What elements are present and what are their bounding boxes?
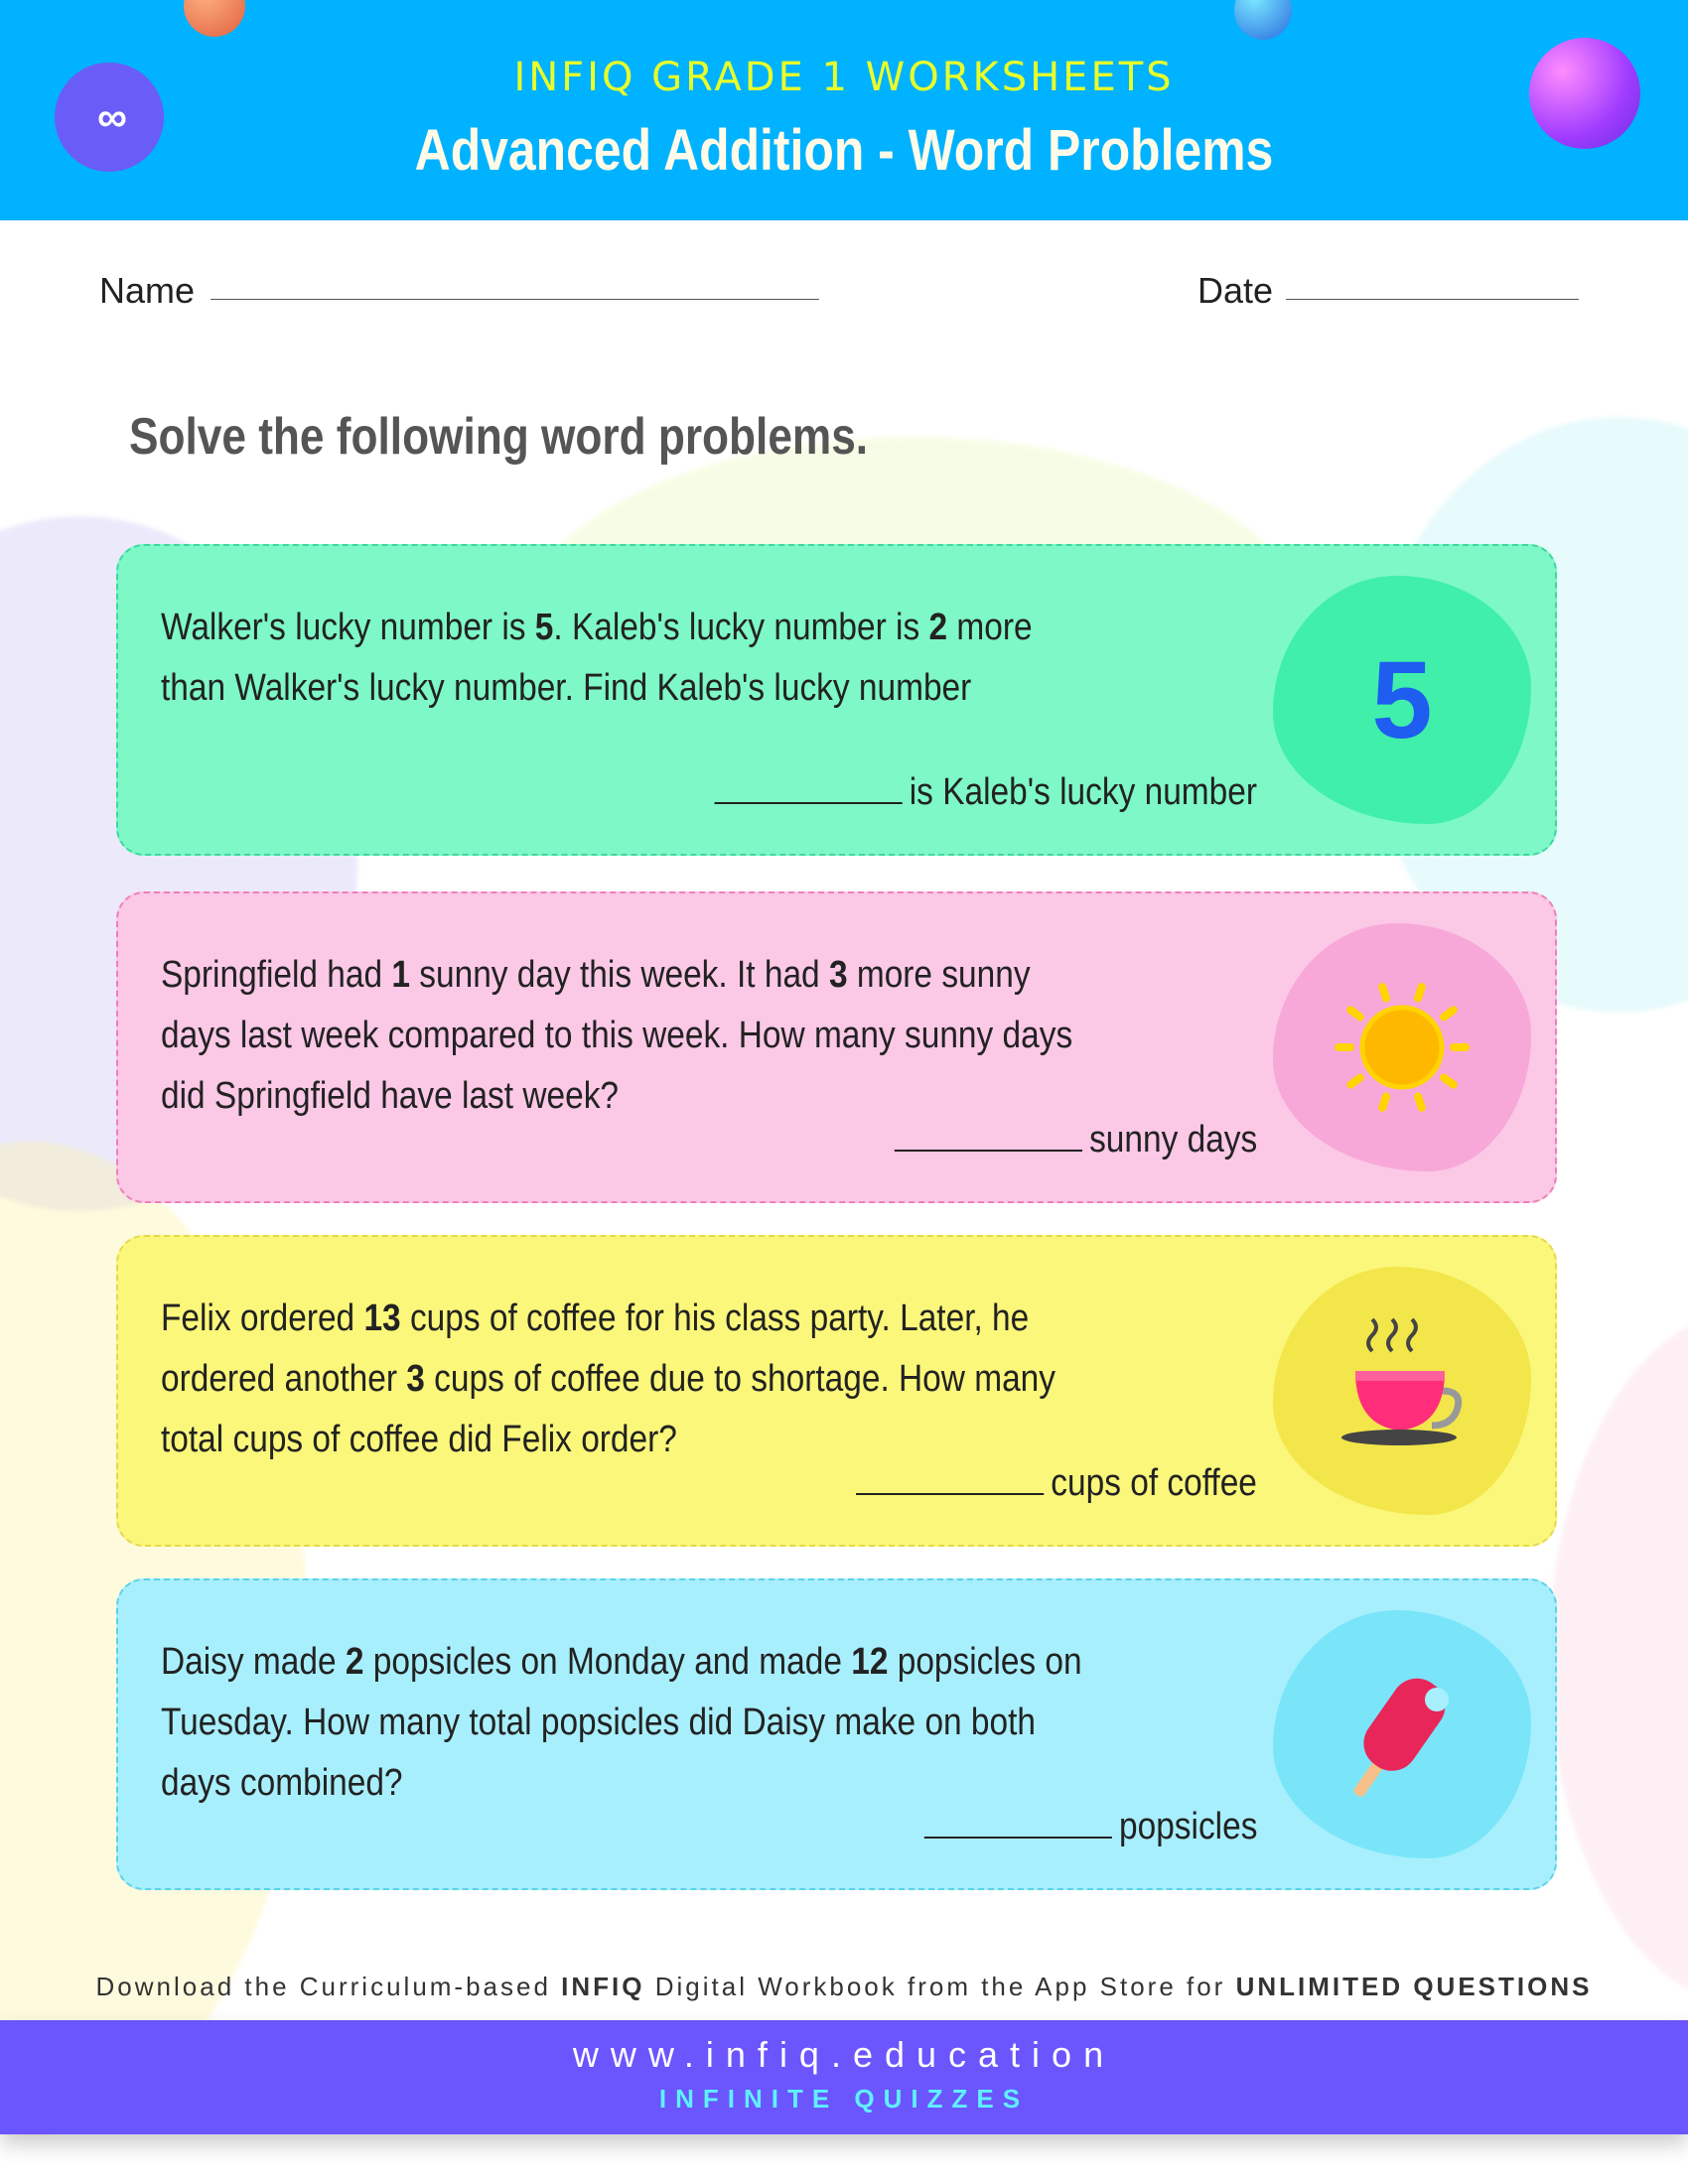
problem-text-part: Felix ordered <box>161 1297 364 1339</box>
answer-suffix: cups of coffee <box>1051 1462 1257 1504</box>
worksheet-series: INFIQ GRADE 1 WORKSHEETS <box>513 55 1175 100</box>
promo-text-part: Download the Curriculum-based <box>95 1972 562 2001</box>
number-five-icon: 5 <box>1371 638 1433 761</box>
problem-card <box>116 1235 1557 1547</box>
problem-text-part: popsicles on Tuesday. How many total popsicles did Daisy make on both days combined? <box>161 1641 1082 1804</box>
problem-text-part: cups of coffee due to shortage. How many total cups of coffee did Felix order? <box>161 1358 1055 1460</box>
problem-text-part: more than Walker's lucky number. Find Kaleb's lucky number <box>161 607 1033 709</box>
problem-text <box>161 1632 1087 1814</box>
problem-text-part: Springfield had <box>161 954 392 996</box>
problem-number: 2 <box>928 607 948 648</box>
decorative-ball <box>184 0 245 37</box>
popsicle-icon <box>1328 1660 1477 1809</box>
answer-line <box>895 1119 1257 1161</box>
problem-number: 3 <box>828 954 848 996</box>
answer-blank[interactable] <box>923 1837 1111 1839</box>
problem-number: 2 <box>345 1641 364 1683</box>
problem-text-part: more sunny days last week compared to this week. How many sunny days did Springfield have last week? <box>161 954 1073 1117</box>
answer-line <box>923 1806 1257 1848</box>
promo-brand: INFIQ <box>561 1972 645 2001</box>
website-link[interactable]: www.infiq.education <box>572 2034 1116 2075</box>
answer-blank[interactable] <box>715 802 903 804</box>
coffee-cup-icon <box>1328 1316 1477 1465</box>
answer-blank[interactable] <box>895 1150 1082 1152</box>
answer-line <box>715 771 1257 814</box>
problem-text-part: Walker's lucky number is <box>161 607 535 648</box>
header <box>0 0 1688 220</box>
problem-number: 1 <box>391 954 410 996</box>
problem-text <box>161 1289 1087 1470</box>
illustration <box>1273 1610 1531 1858</box>
problem-number: 3 <box>406 1358 425 1400</box>
date-field[interactable] <box>1286 299 1579 300</box>
problem-card <box>116 1578 1557 1890</box>
problem-card <box>116 891 1557 1203</box>
problem-text-part: . Kaleb's lucky number is <box>553 607 929 648</box>
date-label: Date <box>1197 270 1274 311</box>
problem-text <box>161 598 1087 719</box>
problem-text-part: sunny day this week. It had <box>409 954 829 996</box>
sun-icon <box>1333 978 1472 1117</box>
background-blob <box>1549 1310 1688 2005</box>
problem-number: 5 <box>534 607 554 648</box>
answer-suffix: is Kaleb's lucky number <box>909 771 1257 813</box>
tagline: INFINITE QUIZZES <box>658 2084 1030 2114</box>
instructions-heading: Solve the following word problems. <box>129 408 869 466</box>
problem-number: 13 <box>363 1297 401 1339</box>
illustration <box>1273 576 1531 824</box>
name-label: Name <box>99 270 196 311</box>
promo-emphasis: UNLIMITED QUESTIONS <box>1235 1972 1593 2001</box>
promo-text <box>0 1972 1688 2002</box>
name-field[interactable] <box>211 299 819 300</box>
answer-blank[interactable] <box>856 1493 1044 1495</box>
footer-band <box>0 2020 1688 2134</box>
infiq-logo: ∞ <box>55 63 164 172</box>
problem-card <box>116 544 1557 856</box>
problem-text-part: Daisy made <box>161 1641 346 1683</box>
problem-text-part: popsicles on Monday and made <box>363 1641 852 1683</box>
answer-suffix: popsicles <box>1118 1806 1257 1847</box>
decorative-ball <box>1234 0 1292 40</box>
problem-text <box>161 945 1087 1127</box>
illustration <box>1273 1267 1531 1515</box>
problem-text-part: cups of coffee for his class party. Later, he ordered another <box>161 1297 1030 1400</box>
promo-text-part: Digital Workbook from the App Store for <box>644 1972 1236 2001</box>
answer-line <box>856 1462 1257 1505</box>
page-title: Advanced Addition - Word Problems <box>414 118 1274 183</box>
problem-number: 12 <box>851 1641 889 1683</box>
answer-suffix: sunny days <box>1088 1119 1257 1160</box>
illustration <box>1273 923 1531 1171</box>
